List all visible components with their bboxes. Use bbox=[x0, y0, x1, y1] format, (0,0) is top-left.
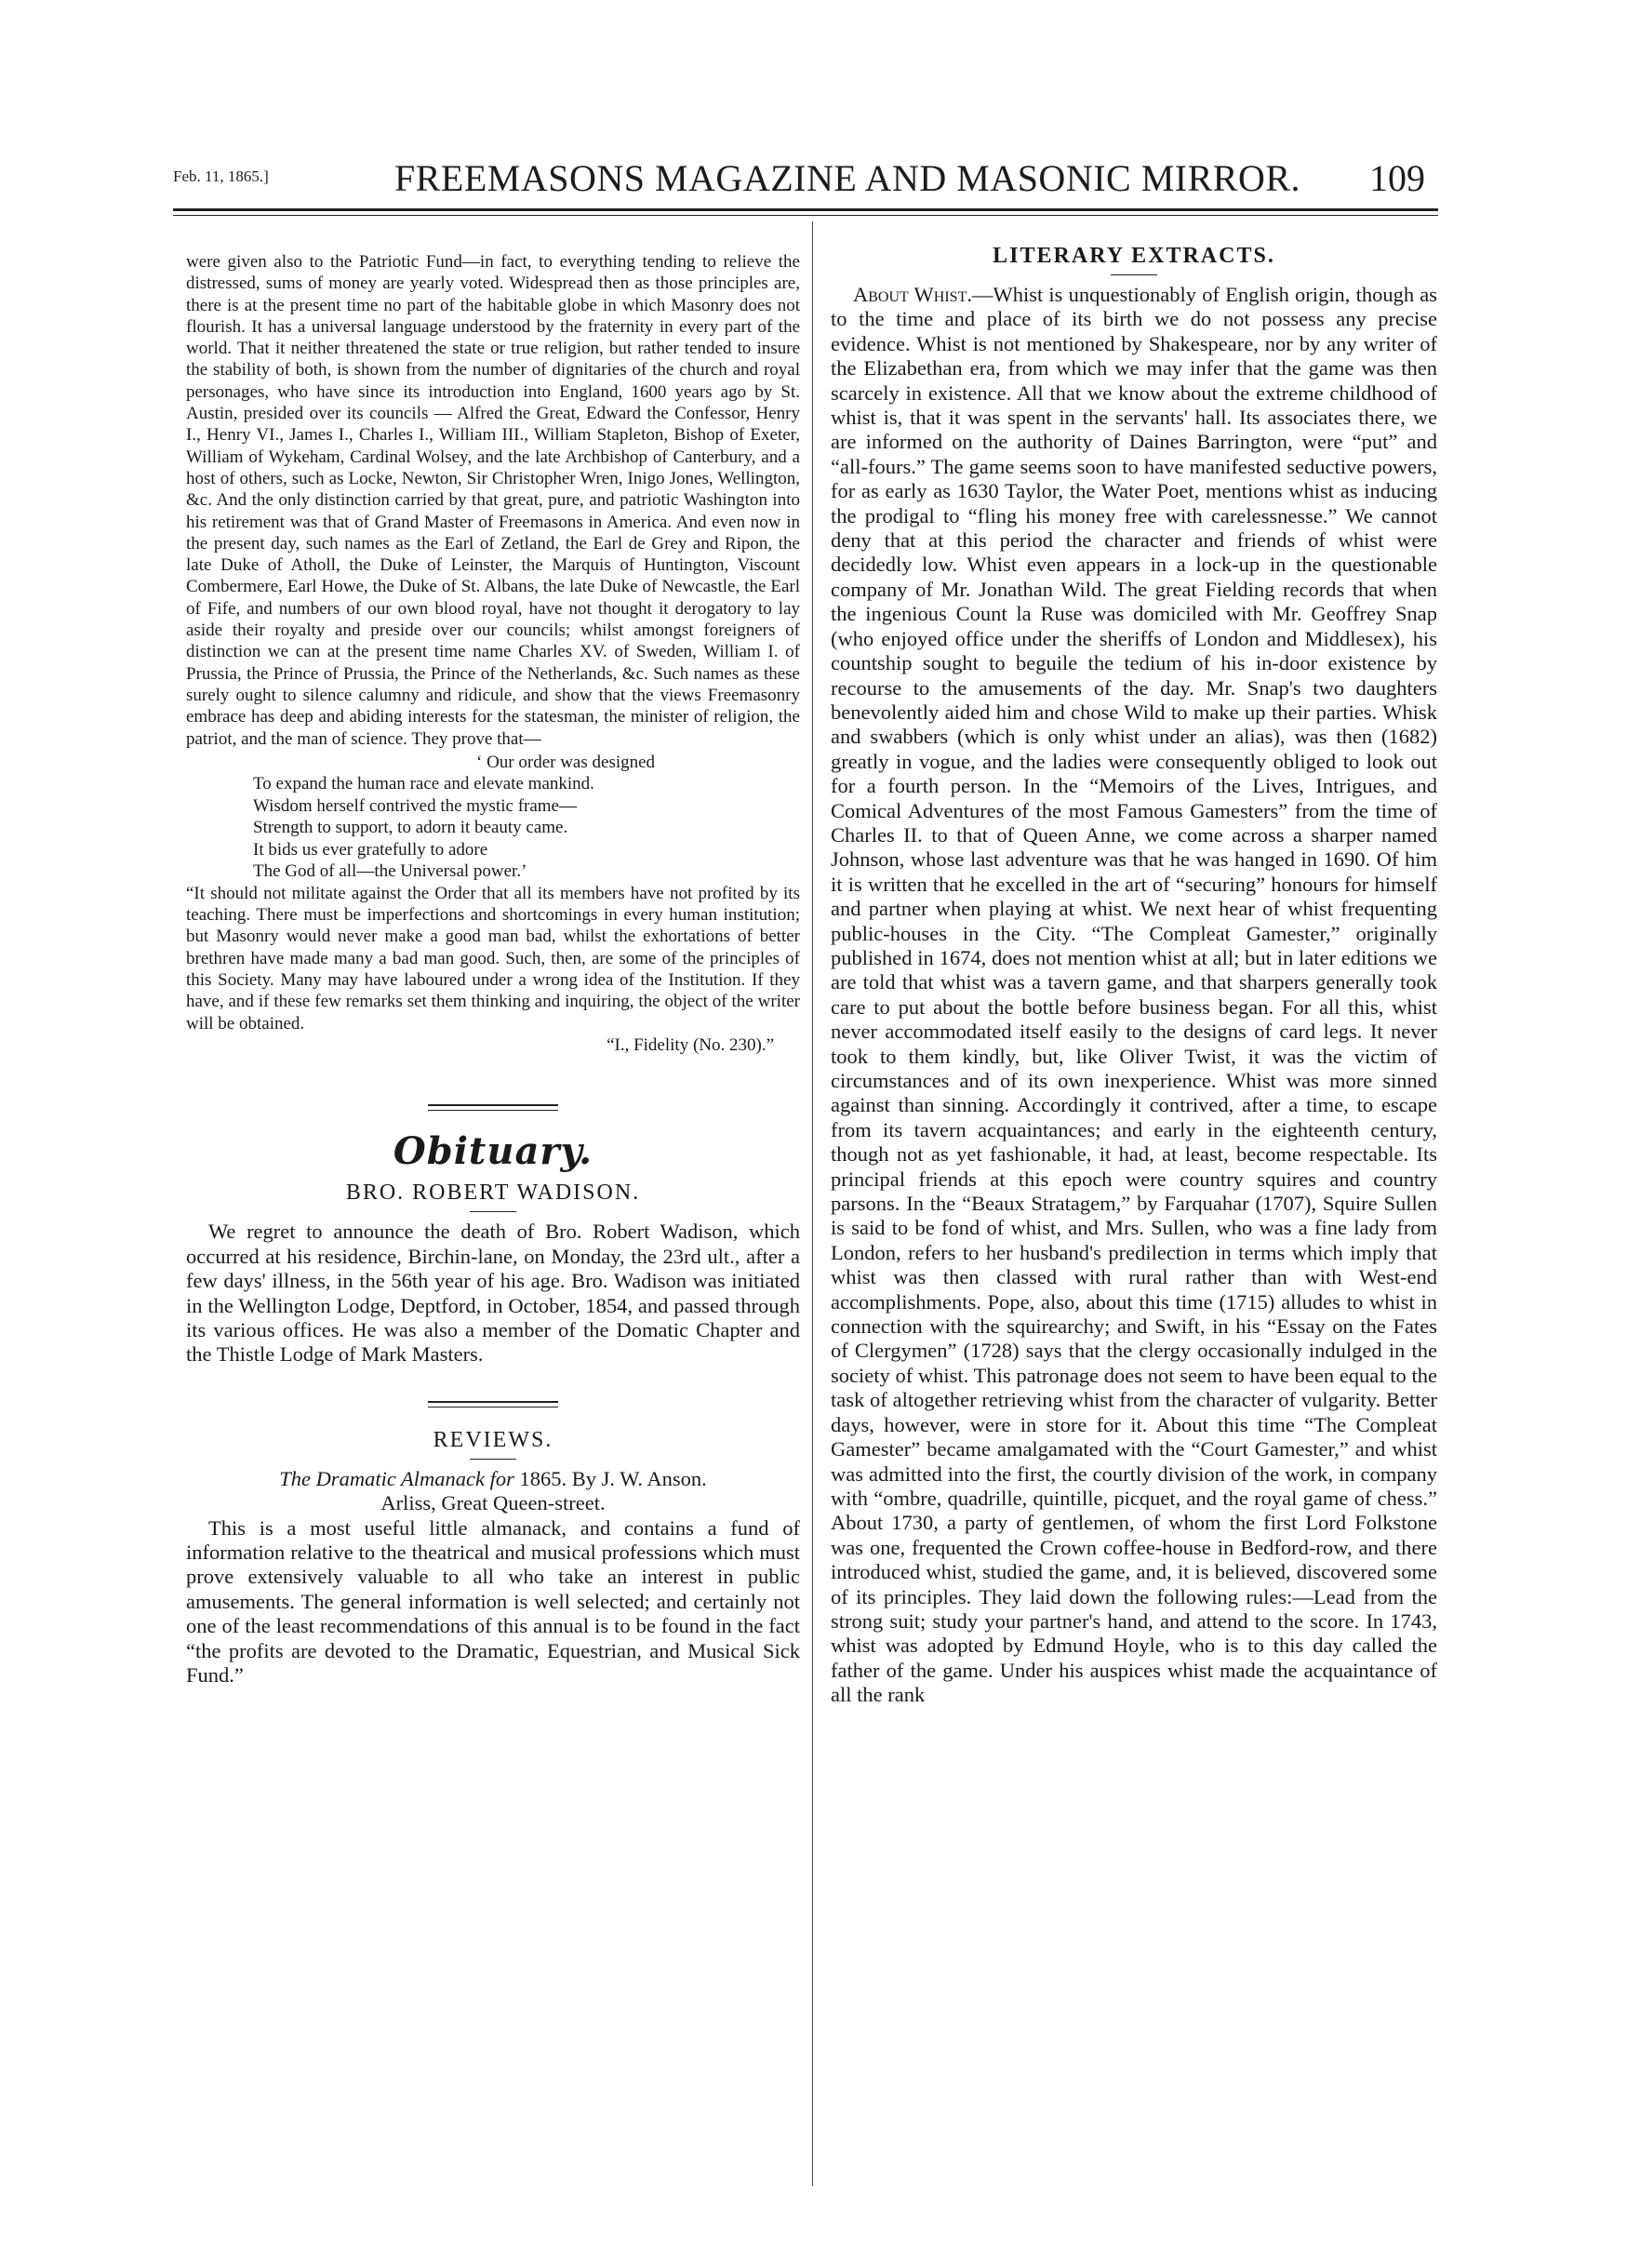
page-number: 109 bbox=[1369, 157, 1425, 199]
right-column bbox=[831, 244, 1437, 1708]
header-rule-thin bbox=[173, 215, 1438, 216]
obituary-heading: Obituary. bbox=[393, 1129, 593, 1174]
closing-paragraph: “It should not militate against the Order that all its members have not profited by its teaching. There must be imperfections and shortcomings in every human institution; but Masonry would never make a good man bad, whilst the exhortations of better brethren have made many a bad man good. Such, then, are some of the principles of this Society. Many may have laboured under a wrong idea of the Institution. If they have, and if these few remarks set them thinking and inquiring, the object of the writer will be obtained. bbox=[186, 883, 800, 1034]
review-title: The Dramatic Almanack for bbox=[279, 1466, 514, 1490]
review-text: This is a most useful little almanack, and contains a fund of information relative to the theatrical and musical professions which must prove extensively valuable to all who take an interest in public amusements. The general information is well selected; and certainly not one of the least recommendations of this annual is to be found in the fact “the profits are devoted to the Dramatic, Equestrian, and Musical Sick Fund.” bbox=[186, 1515, 800, 1688]
verse-line: Strength to support, to adorn it beauty came. bbox=[253, 818, 568, 838]
continued-paragraph: were given also to the Patriotic Fund—in fact, to everything tending to relieve the distressed, sums of money are yearly voted. Widespread then as those principles are, there is at the present time no part of the habitable globe in which Masonry does not flourish. It has a universal language understood by the fraternity in every part of the world. That it neither threatened the state or true religion, but rather tended to insure the stability of both, is shown from the number of dignitaries of the church and royal personages, who have since its introduction into England, 1600 years ago by St. Austin, presided over its councils — Alfred the Great, Edward the Confessor, Henry I., Henry VI., James I., Charles I., William III., William Stapleton, Bishop of Exeter, William of Wykeham, Cardinal Wolsey, and the late Archbishop of Canterbury, and a host of others, such as Locke, Newton, Sir Christopher Wren, Inigo Jones, Wellington, &c. And the only distinction carried by that great, pure, and patriotic Washington into his retirement was that of Grand Master of Freemasons in America. And even now in the present day, such names as the Earl of Zetland, the Earl de Grey and Ripon, the late Duke of Atholl, the Duke of Leinster, the Marquis of Huntington, Viscount Combermere, Earl Howe, the Duke of St. Albans, the late Duke of Newcastle, the Earl of Fife, and numbers of our own blood royal, have not thought it derogatory to lay aside their royalty and preside over our councils; whilst amongst foreigners of distinction we can at the present time name Charles XV. of Sweden, William I. of Prussia, the Prince of Prussia, the Prince of the Netherlands, &c. Such names as these surely ought to silence calumny and ridicule, and show that the views Freemasonry embrace has deep and abiding interests for the statesman, the minister of religion, the patriot, and the man of science. They prove that— bbox=[186, 252, 800, 749]
verse-line: It bids us ever gratefully to adore bbox=[253, 839, 488, 860]
review-title-line bbox=[186, 1467, 800, 1491]
about-whist-body: —Whist is unquestionably of English origin, though as to the time and place of its birth we do not possess any precise evidence. Whist is not mentioned by Shakespeare, nor by any writer of the Elizabethan era, from which we may infer that the game was then scarcely in existence. All that we know about the extreme childhood of whist is, that it was spent in the servants' hall. Its associates there, we are informed on the authority of Daines Barrington, were “put” and “all-fours.” The game seems soon to have manifested seductive powers, for as early as 1630 Taylor, the Water Poet, mentions whist as inducing the prodigal to “fling his money free with carelessnesse.” We cannot deny that at this period the character and friends of whist were decidedly low. Whist even appears in a lock-up in the questionable company of Mr. Jonathan Wild. The great Fielding records that when the ingenious Count la Ruse was domiciled with Mr. Geoffrey Snap (who enjoyed office under the sheriffs of London and Middlesex), his countship sought to beguile the tedium of his in-door existence by recourse to the amusements of the day. Mr. Snap's two daughters benevolently aided him and chose Wild to make up their parties. Whisk and swabbers (which is only whist under an alias), was then (1682) greatly in vogue, and the ladies were consequently obliged to look out for a fourth person. In the “Memoirs of the Lives, Intrigues, and Comical Adventures of the most Famous Gamesters” from the time of Charles II. to that of Queen Anne, we come across a sharper named Johnson, whose last adventure was that he was hanged in 1690. Of him it is written that he excelled in the art of “securing” honours for himself and partner when playing at whist. We next hear of whist frequenting public-houses in the City. “The Compleat Gamester,” originally published in 1674, does not mention whist at all; but in later editions we are told that whist was a tavern game, and that sharpers generally took care to put about the bottle before business began. For all this, whist never accommodated itself easily to the designs of card legs. It never took to them kindly, but, like Oliver Twist, it was the victim of circumstances and of its own inexperience. Whist was more sinned against than sinning. Accordingly it contrived, after a time, to escape from its tavern acquaintances; and early in the eighteenth century, though not as yet fashionable, it had, at least, become respectable. Its principal friends at this epoch were country squires and country parsons. In the “Beaux Stratagem,” by Farquahar (1707), Squire Sullen is said to be fond of whist, and Mrs. Sullen, who was a fine lady from London, refers to her husband's predilection in terms which imply that whist was then classed with rural rather than with West-end accomplishments. Pope, also, about this time (1715) alludes to whist in connection with the squirearchy; and Swift, in his “Essay on the Fates of Clergymen” (1728) says that the clergy occasionally indulged in the society of whist. This patronage does not seem to have been equal to the task of altogether retrieving whist from the character of vulgarity. Better days, however, were in store for it. About this time “The Compleat Gamester” became amalgamated with the “Court Gamester,” and whist was admitted into the first, the courtly division of the work, in company with “ombre, quadrille, quintille, picquet, and the royal game of chess.” About 1730, a party of gentlemen, of whom the first Lord Folkstone was one, frequented the Crown coffee-house in Bedford-row, and there introduced whist, studied the game, and, it is believed, discovered some of its principles. They laid down the following rules:—Lead from the strong suit; study your partner's hand, and attend to the score. In 1743, whist was adopted by Edmund Hoyle, who is to this day called the father of the game. Under his auspices whist made the acquaintance of all the rank bbox=[831, 283, 1437, 1707]
verse-line: ‘ Our order was designed bbox=[476, 752, 656, 772]
header-rule-thick bbox=[173, 208, 1438, 211]
about-whist-text bbox=[831, 283, 1437, 1708]
section-separator bbox=[428, 1401, 558, 1407]
verse-line: To expand the human race and elevate mankind. bbox=[253, 774, 594, 794]
section-separator bbox=[428, 1104, 558, 1111]
left-column bbox=[186, 251, 800, 1688]
verse-line: Wisdom herself contrived the mystic frame— bbox=[253, 795, 577, 816]
short-rule bbox=[1111, 274, 1157, 275]
verse-quotation bbox=[186, 752, 800, 883]
reviews-heading: REVIEWS. bbox=[433, 1427, 553, 1452]
literary-extracts-heading: LITERARY EXTRACTS. bbox=[993, 244, 1275, 268]
short-rule bbox=[470, 1211, 516, 1212]
signature: “I., Fidelity (No. 230).” bbox=[607, 1034, 774, 1055]
review-year-author: 1865. By J. W. Anson. bbox=[519, 1466, 707, 1490]
publication-title: FREEMASONS MAGAZINE AND MASONIC MIRROR. bbox=[393, 157, 1301, 199]
about-whist-lead-in: About Whist. bbox=[853, 283, 972, 306]
verse-line: The God of all—the Universal power.’ bbox=[253, 861, 527, 882]
column-divider bbox=[812, 221, 813, 2186]
obituary-subheading: BRO. ROBERT WADISON. bbox=[345, 1181, 641, 1206]
issue-date: Feb. 11, 1865.] bbox=[173, 167, 269, 185]
review-publisher: Arliss, Great Queen-street. bbox=[380, 1491, 606, 1515]
short-rule bbox=[470, 1459, 516, 1460]
obituary-text: We regret to announce the death of Bro. Robert Wadison, which occurred at his residence, Birchin-lane, on Monday, the 23rd ult., after a few days' illness, in the 56th year of his age. Bro. Wadison was initiated in the Wellington Lodge, Deptford, in October, 1854, and passed through its various offices. He was also a member of the Domatic Chapter and the Thistle Lodge of Mark Masters. bbox=[186, 1220, 800, 1367]
page-header bbox=[173, 156, 1438, 201]
